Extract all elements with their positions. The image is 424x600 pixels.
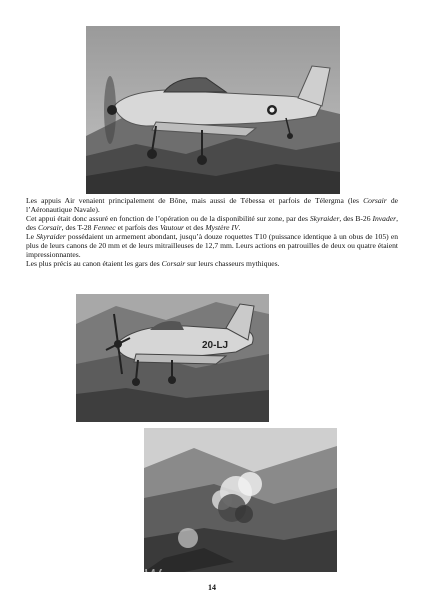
photo-t28-fennec xyxy=(86,26,340,194)
paragraph-1: Les appuis Air venaient principalement de Bône, mais aussi de Tébessa et parfois de Télergma (les Corsair de l’Aéronautique Navale). xyxy=(26,196,398,214)
photo-skyraider xyxy=(76,294,269,422)
paragraph-3: Le Skyraider possédaient un armement abondant, jusqu’à douze roquettes T10 (puissance identique à un obus de 105) en plus de leurs canons de 20 mm et de leurs mitrailleuses de 12,7 mm. Leurs actions en patrouilles de deux ou quatre étaient impressionnantes. xyxy=(26,232,399,259)
body-text xyxy=(26,197,398,269)
page-number: 14 xyxy=(208,583,216,592)
paragraph-4: Les plus précis au canon étaient les gars des Corsair sur leurs chasseurs mythiques. xyxy=(26,259,280,269)
paragraph-2: Cet appui était donc assuré en fonction de l’opération ou de la disponibilité sur zone, par des Skyraider, des B-26 Invader, des Corsair, des T-28 Fennec et parfois des Vautour et des Mystère IV. xyxy=(26,214,398,232)
watermark-text: M.F.V.T.W. xyxy=(72,566,168,586)
photo-strike xyxy=(144,428,337,572)
aircraft-marking: 20-LJ xyxy=(202,340,229,351)
